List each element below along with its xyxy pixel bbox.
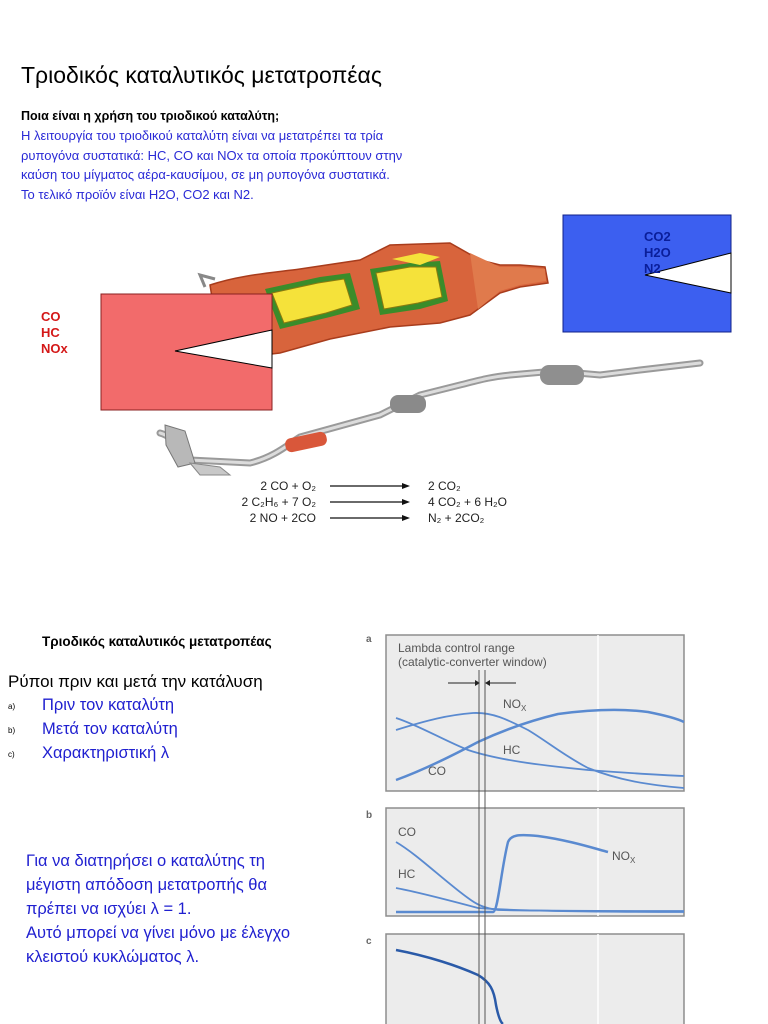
outlet-gas-n2: N2 — [644, 261, 661, 276]
panel-b-hc-label: HC — [398, 867, 416, 881]
panel-letter: c — [366, 936, 372, 947]
label-subscript: X — [630, 856, 636, 865]
arrow-right-icon — [402, 515, 410, 521]
panel-a-title-line: (catalytic-converter window) — [398, 655, 547, 669]
list-text: Μετά τον καταλύτη — [42, 720, 178, 738]
panel-a-co-label: CO — [428, 764, 446, 778]
list-marker: c) — [8, 750, 15, 759]
lambda-note — [26, 849, 290, 969]
intro-line: Η λειτουργία του τριοδικού καταλύτη είναι να μετατρέπει τα τρία — [21, 128, 384, 143]
inlet-gas-nox: NOx — [41, 341, 68, 356]
equation-right: N₂ + 2CO₂ — [428, 511, 485, 525]
outlet-gas-h2o: H2O — [644, 245, 671, 260]
note-line: κλειστού κυκλώματος λ. — [26, 948, 200, 966]
graph-panel-c — [366, 934, 684, 1024]
note-line: μέγιστη απόδοση μετατροπής θα — [26, 876, 267, 894]
equation-left: 2 CO + O₂ — [260, 479, 316, 493]
list-text: Χαρακτηριστική λ — [42, 744, 170, 762]
panel-letter: b — [366, 810, 373, 821]
panel-a-title-line: Lambda control range — [398, 641, 515, 655]
inlet-gases-box — [101, 294, 272, 410]
panel-a-hc-label: HC — [503, 743, 521, 757]
graph-panel-b — [366, 808, 684, 916]
intro-line: καύση του μίγματος αέρα-καυσίμου, σε μη ρυπογόνα συστατικά. — [21, 167, 390, 182]
panel-letter: a — [366, 634, 372, 645]
outlet-gas-labels — [644, 229, 671, 277]
arrow-right-icon — [402, 483, 410, 489]
section-subtitle: Ρύποι πριν και μετά την κατάλυση — [8, 672, 263, 691]
section-title: Τριοδικός καταλυτικός μετατροπέας — [42, 634, 272, 649]
list-text: Πριν τον καταλύτη — [42, 696, 175, 714]
intro-line: ρυπογόνα συστατικά: HC, CO και NOx τα οποία προκύπτουν στην — [21, 148, 403, 163]
note-line: Αυτό μπορεί να γίνει μόνο με έλεγχο — [26, 924, 291, 942]
inlet-gas-hc: HC — [41, 325, 60, 340]
equation-right: 4 CO₂ + 6 H₂O — [428, 495, 508, 509]
question-heading: Ποια είναι η χρήση του τριοδικού καταλύτη; — [21, 109, 280, 123]
panel-b-co-label: CO — [398, 825, 416, 839]
graph-panel-a — [366, 634, 684, 791]
outlet-gas-co2: CO2 — [644, 229, 671, 244]
note-line: Για να διατηρήσει ο καταλύτης τη — [26, 852, 265, 870]
emissions-graphs — [358, 630, 698, 1024]
list-marker: a) — [8, 702, 16, 711]
list-marker: b) — [8, 726, 16, 735]
arrow-right-icon — [402, 499, 410, 505]
equation-right: 2 CO₂ — [428, 479, 461, 493]
equation-arrows — [330, 483, 410, 521]
inlet-gas-co: CO — [41, 309, 61, 324]
label-text: NO — [503, 697, 521, 711]
label-subscript: X — [521, 704, 527, 713]
equation-left: 2 NO + 2CO — [249, 511, 316, 525]
label-text: NO — [612, 849, 630, 863]
intro-line: Το τελικό προϊόν είναι H2O, CO2 και N2. — [21, 187, 254, 202]
inlet-gas-labels — [41, 309, 68, 357]
note-line: πρέπει να ισχύει λ = 1. — [26, 900, 192, 918]
page-title: Τριοδικός καταλυτικός μετατροπέας — [21, 62, 382, 88]
equation-left: 2 C₂H₆ + 7 O₂ — [241, 495, 316, 509]
